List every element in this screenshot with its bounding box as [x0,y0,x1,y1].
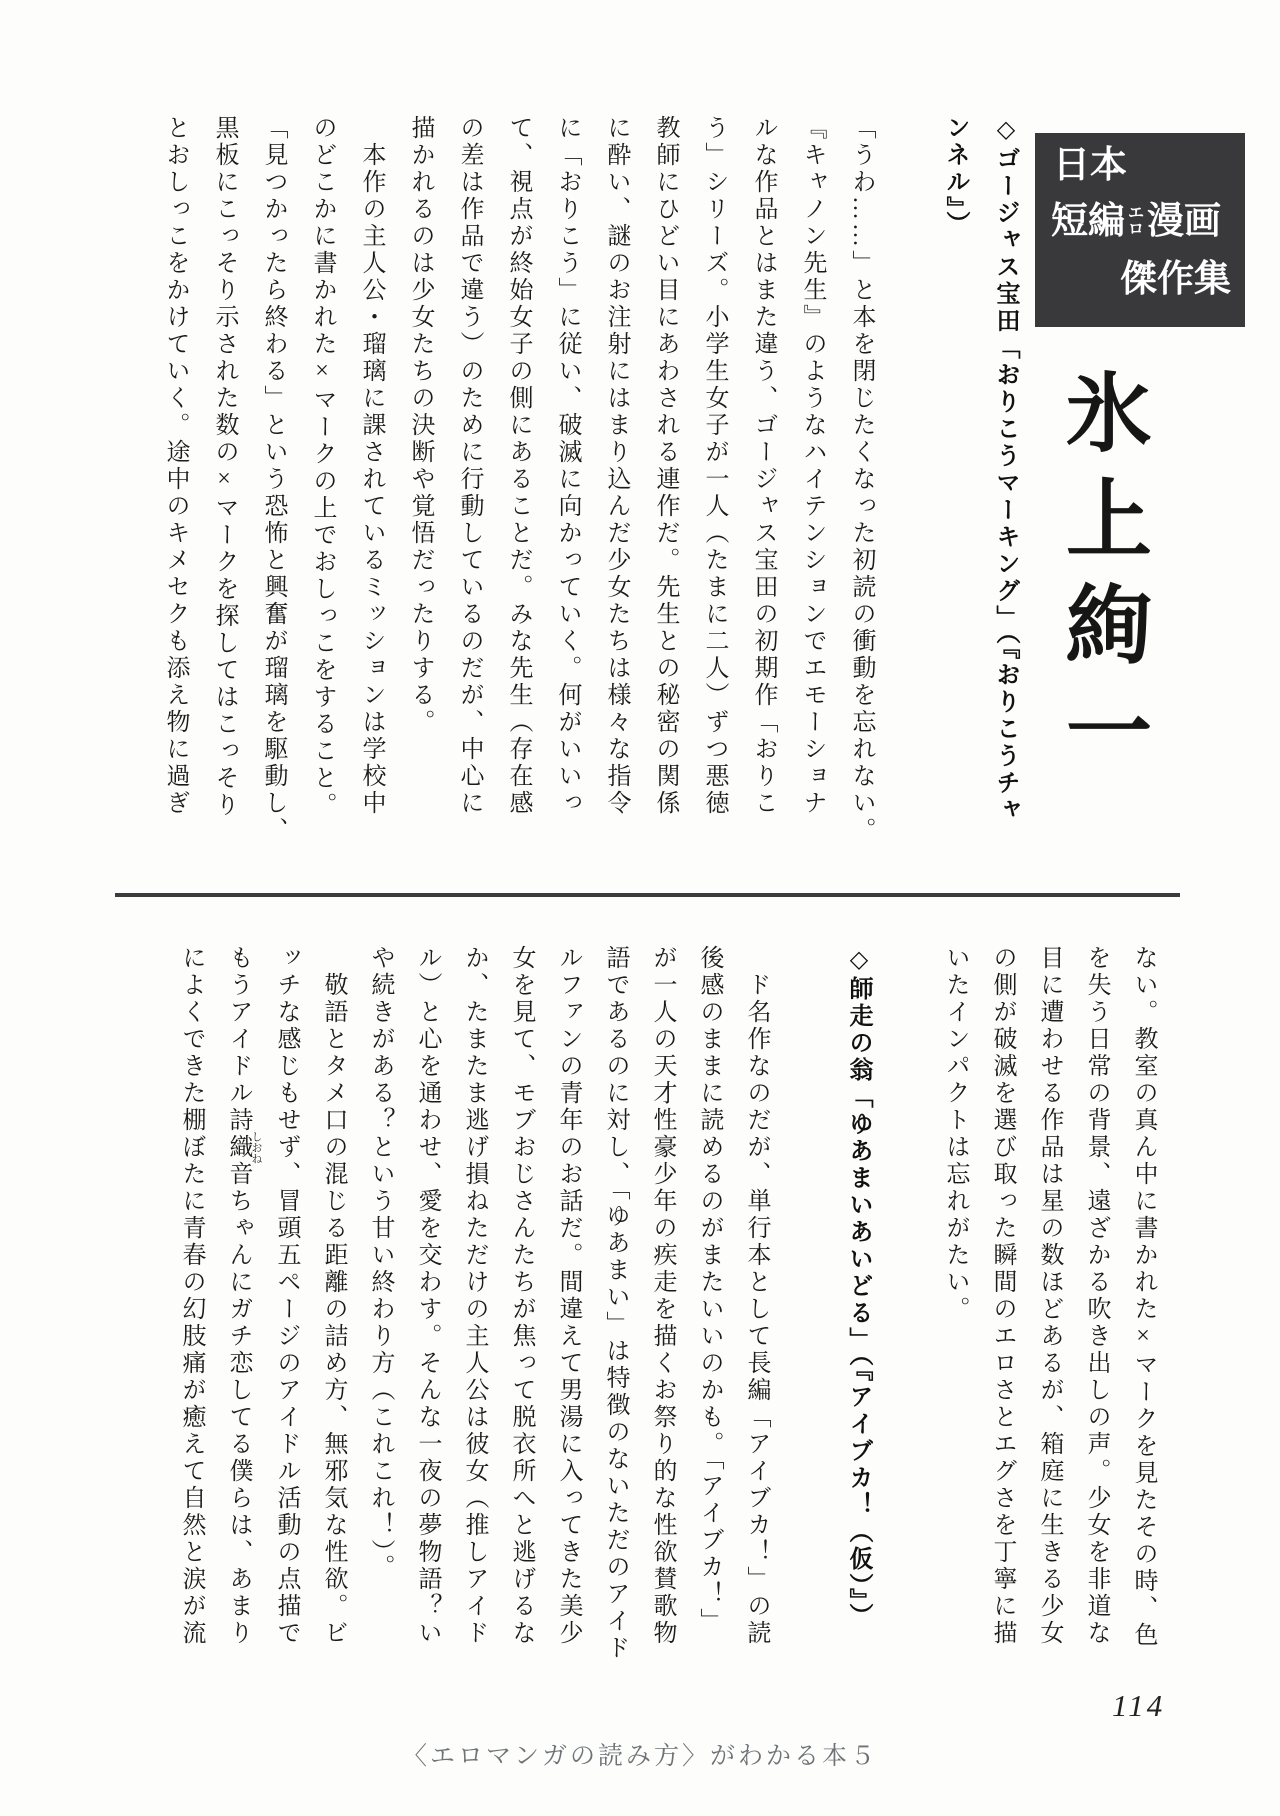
text-column: が一人の天才性豪少年の疾走を描くお祭り的な性欲賛歌物 [649,945,675,1647]
text-column: とおしっこをかけていく。途中のキメセクも添え物に過ぎ [162,115,188,817]
text-column: 目に遭わせる作品は星の数ほどあるが、箱庭に生きる少女 [1036,945,1062,1647]
text-column: う」シリーズ。小学生女子が一人（たまに二人）ずつ悪徳 [701,115,727,817]
text-column: の側が破滅を選び取った瞬間のエロさとエグさを丁寧に描 [989,945,1015,1647]
text-column: 「見つかったら終わる」という恐怖と興奮が瑠璃を駆動し、 [260,115,286,844]
section1-block [150,115,1030,855]
series-box-line2 [1035,189,1245,245]
text-column: を失う日常の背景、遠ざかる吹き出しの声。少女を非道な [1083,945,1109,1647]
text-column: 語であるのに対し、「ゆあまい」は特徴のないただのアイド [602,945,628,1662]
text-column: 女を見て、モブおじさんたちが焦って脱衣所へと逃げるな [508,945,534,1647]
text-column: ンネル』） [942,115,969,238]
text-column: ッチな感じもせず、冒頭五ページのアイドル活動の点描で [273,945,299,1647]
text-column: いたインパクトは忘れがたい。 [942,945,968,1323]
text-column: の差は作品で違う）のために行動しているのだが、中心に [456,115,482,817]
column-gap [885,115,930,855]
author-name: 氷上絢一 [1053,368,1149,792]
section2-block [167,945,1166,1695]
text-column: ルな作品とはまた違う、ゴージャス宝田の初期作「おりこ [750,115,776,817]
text-column: て、視点が終始女子の側にあることだ。みな先生（存在感 [505,115,531,817]
text-column: 黒板にこっそり示された数の×マークを探してはこっそり [211,115,237,819]
series-box-small-stack [1128,206,1144,240]
text-column: や続きがある？という甘い終わり方（これこれ！）。 [367,945,393,1581]
text-column: ◇ゴージャス宝田「おりこうマーキング」（『おりこうチャ [992,115,1019,824]
text-column: のどこかに書かれた×マークの上でおしっこをすること。 [309,115,335,819]
series-title-box [1035,133,1245,327]
text-column: によくできた棚ぼたに青春の幻肢痛が癒えて自然と涙が流 [178,945,204,1647]
text-column: ◇師走の翁「ゆあまいあいどる」（『アイブカ！（仮）』） [845,945,872,1630]
text-column: 敬語とタメ口の混じる距離の詰め方、無邪気な性欲。ビ [320,945,346,1647]
footer-title: 〈エロマンガの読み方〉がわかる本５ [401,1742,878,1770]
separator-rule [115,893,1180,897]
text-column: 『キャノン先生』のようなハイテンションでエモーショナ [799,115,825,817]
series-box-line3: 傑作集 [1120,258,1231,300]
text-column: に酔い、謎のお注射にはまり込んだ少女たちは様々な指令 [603,115,629,817]
column-gap [779,945,835,1695]
text-column: か、たまたま逃げ損ねただけの主人公は彼女（推しアイド [461,945,487,1647]
text-column: ル）と心を通わせ、愛を交わす。そんな一夜の夢物語？い [414,945,440,1647]
text-column: ド名作なのだが、単行本として長編「アイブカ！」の読 [743,945,769,1647]
column-gap [882,945,931,1695]
text-column: 描かれるのは少女たちの決断や覚悟だったりする。 [407,115,433,736]
text-column: に「おりこう」に従い、破滅に向かっていく。何がいいっ [554,115,580,817]
stacked-char: ロ [1128,221,1145,239]
text-column: ルファンの青年のお話だ。間違えて男湯に入ってきた美少 [555,945,581,1647]
series-box-line2-pre: 短編 [1051,201,1125,243]
text-column: ない。教室の真ん中に書かれた×マークを見たその時、色 [1130,945,1156,1649]
series-box-line2-post: 漫画 [1147,201,1222,243]
text-column: 本作の主人公・瑠璃に課されているミッションは学校中 [358,115,384,817]
text-column: 後感のままに読めるのがまたいいのかも。「アイブカ！」 [696,945,722,1635]
text-column: もうアイドル詩織音 しおねちゃんにガチ恋してる僕らは、あまり [225,945,262,1647]
text-column: 教師にひどい目にあわされる連作だ。先生との秘密の関係 [652,115,678,817]
page-number: 114 [1112,1688,1166,1723]
series-box-line1: 日本 [1053,145,1127,186]
text-column: 「うわ……」と本を閉じたくなった初読の衝動を忘れない。 [848,115,874,844]
stacked-char: エ [1128,204,1145,222]
